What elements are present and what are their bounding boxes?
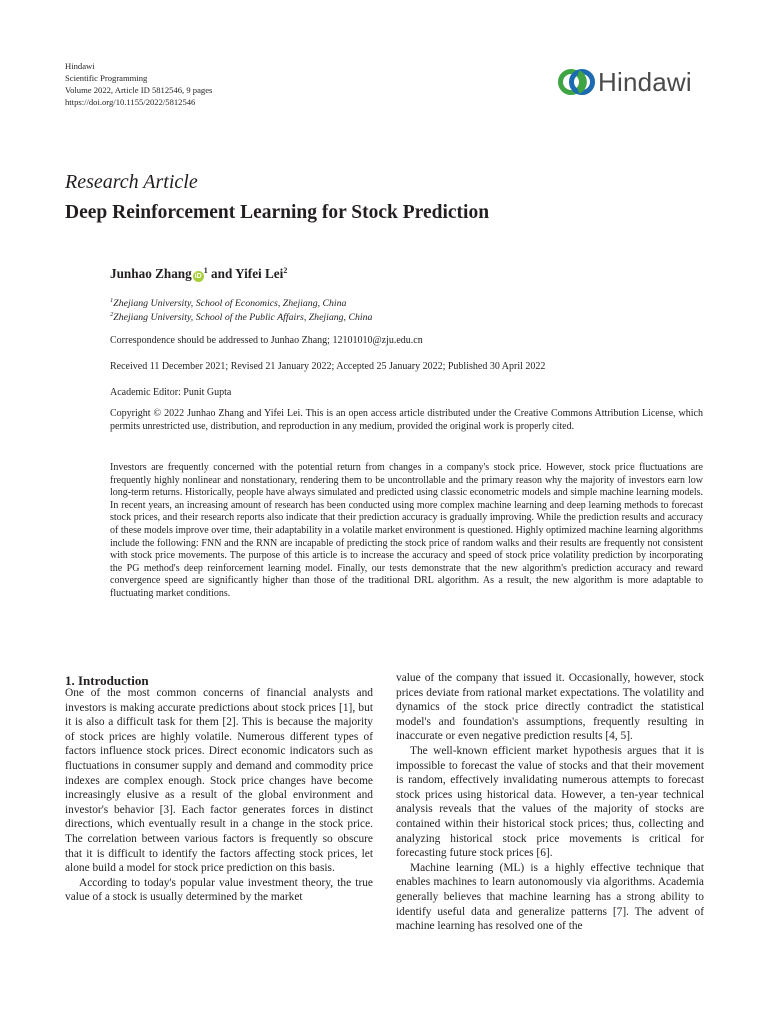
author-affil-marker: 1 [203, 266, 208, 275]
hindawi-logo [557, 64, 705, 100]
journal-name: Scientific Programming [65, 73, 148, 83]
affiliation-text: Zhejiang University, School of Economics, Zhejiang, China [113, 298, 347, 309]
body-paragraph: One of the most common concerns of financial analysts and investors is making accurate predictions about stock prices [1], but it is also a difficult task for them [2]. This is because the majority of stock prices are highly volatile. Numerous different types of factors influence stock prices. Direct economic indicators such as fluctuations in consumer supply and demand and commodity price indexes are complex enough. Stock price changes have become increasingly elusive as a result of the global environment and investor's behavior [3]. Each factor generates forces in distinct directions, which eventually result in a change in the stock price. The correlation between various factors is frequently so obscure that it is difficult to identify the factors affecting stock prices, let alone build a model for stock price prediction on this basis. [65, 687, 373, 875]
correspondence: Correspondence should be addressed to Junhao Zhang; 12101010@zju.edu.cn [110, 335, 423, 346]
article-title: Deep Reinforcement Learning for Stock Prediction [65, 202, 490, 223]
body-paragraph: value of the company that issued it. Occasionally, however, stock prices deviate from rational market expectations. The volatility and dynamics of the stock price directly contradict the statistical model's and foundation's assumptions, frequently resulting in inaccurate or even negative prediction results [4, 5]. [396, 672, 704, 743]
affiliation-number: 2 [110, 311, 114, 318]
article-type: Research Article [65, 171, 198, 193]
publisher-name: Hindawi [65, 61, 95, 71]
academic-editor: Academic Editor: Punit Gupta [110, 387, 232, 398]
doi-link[interactable]: https://doi.org/10.1155/2022/5812546 [65, 97, 196, 107]
author-name[interactable]: Yifei Lei [235, 266, 284, 281]
copyright-notice: Copyright © 2022 Junhao Zhang and Yifei Lei. This is an open access article distributed under the Creative Commons Attribution License, which permits unrestricted use, distribution, and reproduction in any medium, provided the original work is properly cited. [110, 408, 703, 432]
publication-dates: Received 11 December 2021; Revised 21 January 2022; Accepted 25 January 2022; Published 30 April 2022 [110, 361, 546, 372]
hindawi-logo-icon [557, 64, 597, 100]
author-name[interactable]: Junhao Zhang [110, 266, 192, 281]
body-column-right [396, 671, 704, 934]
logo-text: Hindawi [598, 67, 692, 97]
body-paragraph: According to today's popular value investment theory, the true value of a stock is usually determined by the market [65, 876, 373, 904]
affiliation [110, 297, 346, 309]
author-affil-marker: 2 [283, 266, 288, 275]
author-joiner: and [207, 266, 236, 281]
author-list [110, 266, 287, 282]
affiliation [110, 311, 372, 323]
affiliation-number: 1 [110, 297, 114, 304]
section-heading: 1. Introduction [65, 673, 149, 688]
body-column-left [65, 686, 373, 905]
body-paragraph: Machine learning (ML) is a highly effective technique that enables machines to learn autonomously via algorithms. Academia generally believes that machine learning has a strong ability to identify useful data and generalize patterns [7]. The advent of machine learning has resolved one of the [396, 861, 704, 933]
volume-info: Volume 2022, Article ID 5812546, 9 pages [65, 85, 213, 95]
journal-meta [65, 60, 212, 108]
affiliation-text: Zhejiang University, School of the Public Affairs, Zhejiang, China [113, 312, 373, 323]
orcid-icon[interactable]: iD [194, 273, 202, 280]
body-paragraph: The well-known efficient market hypothesis argues that it is impossible to forecast the value of stocks and that their movement is random, effectively invalidating numerous attempts to forecast stock prices using historical data. However, a ten-year technical analysis reveals that the values of the majority of stocks are contained within their historical stock prices; thus, collecting and analyzing historical stock price movements is critical for forecasting future stock prices [6]. [396, 744, 704, 860]
abstract: Investors are frequently concerned with the potential return from changes in a company's stock price. However, stock price fluctuations are frequently highly nonlinear and nonstationary, rendering them to be uncontrollable and the primary reason why the majority of investors earn low long-term returns. Historically, people have always simulated and predicted using classic econometric models and simple machine learning models. In recent years, an increasing amount of research has been conducted using more complex machine learning and deep learning methods to forecast stock prices, and their research reports also indicate that their prediction accuracy is gradually improving. While the prediction results and accuracy of these models improve over time, their adaptability in a volatile market environment is questioned. Highly optimized machine learning algorithms include the following: FNN and the RNN are incapable of predicting the stock price of random walks and their results are frequently not consistent with stock price movements. The purpose of this article is to increase the accuracy and speed of stock price volatility prediction by incorporating the PG method's deep reinforcement learning model. Finally, our tests demonstrate that the new algorithm's prediction accuracy and reward convergence speed are significantly higher than those of the traditional DRL algorithm. As a result, the new algorithm is more adaptable to fluctuating market conditions. [110, 462, 703, 599]
